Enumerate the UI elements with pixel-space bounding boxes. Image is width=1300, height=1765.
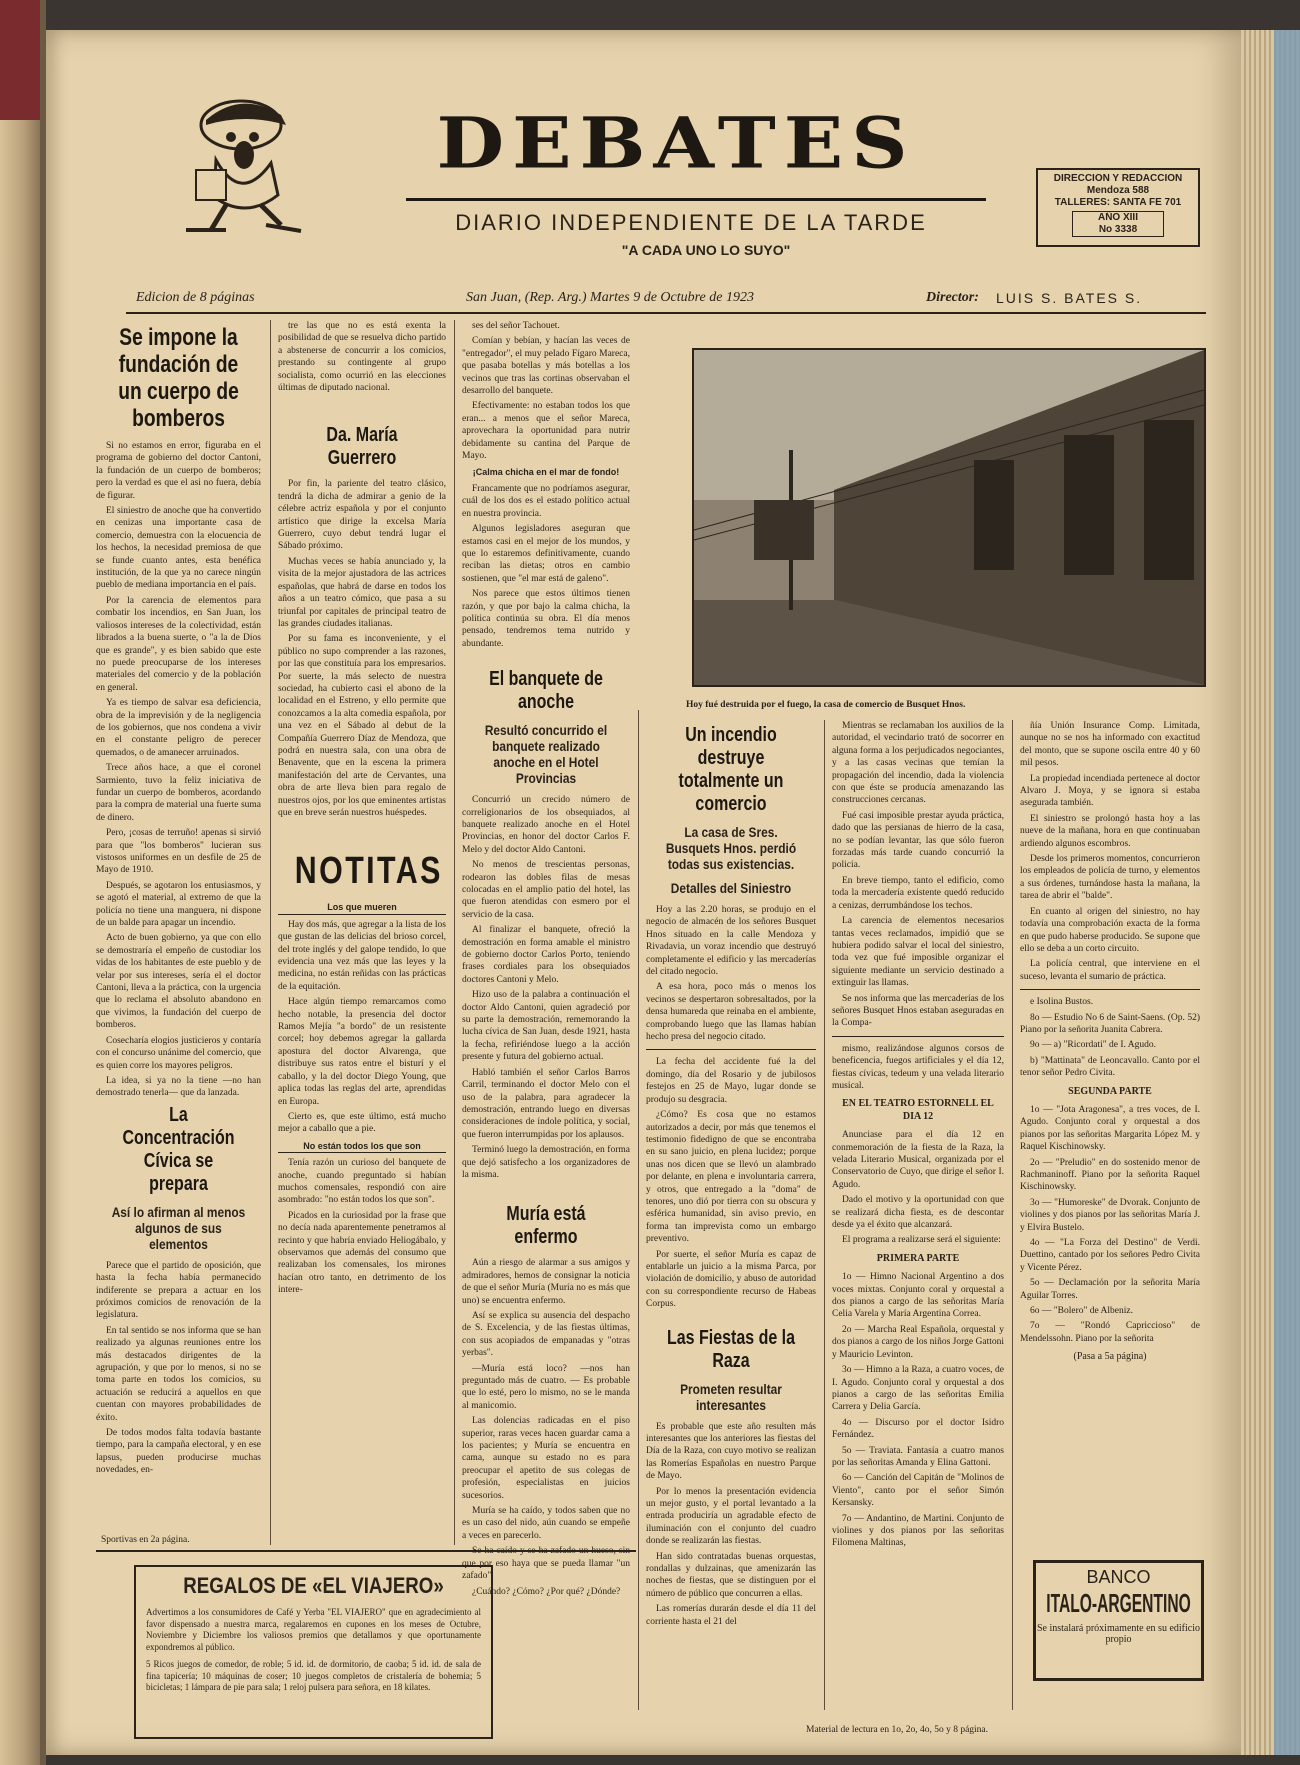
article-paragraph: Desde los primeros momentos, concurrieron los empleados de policía de turno, y elementos a sus órdenes, turnándose hasta la mañana, la tarea de abrir el "balde".: [1020, 854, 1200, 902]
dateline: [126, 288, 1206, 314]
dir-line: DIRECCION Y REDACCION: [1053, 173, 1183, 184]
column-rule: [454, 320, 455, 1545]
subhead-los-que-mueren: Los que mueren: [278, 901, 446, 914]
headline-fiestas-raza: Las Fiestas de la Raza: [666, 1326, 796, 1372]
article-paragraph: La propiedad incendiada pertenece al doctor Alvaro J. Moya, y se ignora si estaba asegurada también.: [1020, 773, 1200, 809]
article-paragraph: La carencia de elementos necesarios tantas veces reclamados, impidió que se hubiera podido salvar el local del siniestro, toda vez que fué imposible organizar el siguiente mediante un servicio destinado a extinguir las llamas.: [832, 916, 1004, 989]
article-paragraph: Por fin, la pariente del teatro clásico, tendrá la dicha de admirar a genio de la célebre actriz española y por el conjunto artístico que dirige la excelsa María Guerrero, cuyo debut tendrá lugar el Sábado próximo.: [278, 479, 446, 552]
headline-bomberos: Se impone la fundación de un cuerpo de bomberos: [118, 324, 239, 432]
program-item: 9o — a) "Ricordati" de I. Agudo.: [1030, 1040, 1156, 1051]
column-3: [462, 320, 630, 1700]
regalos-text: Advertimos a los consumidores de Café y Yerba "EL VIAJERO" que en agradecimiento al favor dispensado a nuestra marca, regalaremos en cupones en los meses de Octubre, Noviembre y Diciembre los valiosos premios que detallamos y que oportunamente expondremos al público.: [146, 1607, 481, 1652]
program-item: 4o — Discurso por el doctor Isidro Fernández.: [832, 1417, 1004, 1441]
program-item: b) "Mattinata" de Leoncavallo. Canto por el tenor señor Pedro Civita.: [1020, 1055, 1200, 1079]
headline-banquete: El banquete de anoche: [489, 668, 603, 714]
article-paragraph: Por la carencia de elementos para combatir los incendios, en San Juan, los valiosos intereses de la colectividad, están librados a la buena suerte, o "a la de Dios que es grande", y es bien sabido que este no puede preocuparse de los intereses materiales del comercio y de la población en general.: [96, 595, 261, 693]
program-item: 6o — "Bolero" de Albeniz.: [1030, 1306, 1134, 1317]
section-teatro-estornell: EN EL TEATRO ESTORNELL EL DIA 12: [842, 1098, 994, 1122]
article-paragraph: Fué casi imposible prestar ayuda práctica, dado que las persianas de hierro de la casa, no se podían levantar, las que sólo fueron forzadas más tarde cuando concurrió la policía.: [832, 810, 1004, 871]
section-rule: [1020, 989, 1200, 990]
article-paragraph: Picados en la curiosidad por la frase que no decía nada aparentemente penetramos al recinto y que habría enviado Heliogábalo, y observamos que además del consumo que realizaban los comensales, los mirones hacían otro tanto, en detrimento de los intere-: [278, 1210, 446, 1296]
article-paragraph: tre las que no es está exenta la posibilidad de que se resuelva dicho partido a abstenerse de concurrir a los comicios, prestando su contingente al grupo socialista, como ocurrió en las elecciones últimas de diputado nacional.: [278, 321, 446, 394]
issue-date: San Juan, (Rep. Arg.) Martes 9 de Octubre de 1923: [466, 290, 754, 305]
column-rule: [638, 710, 639, 1710]
article-paragraph: La policía central, que interviene en el suceso, levanta el sumario de práctica.: [1020, 959, 1200, 982]
article-paragraph: Se nos informa que las mercaderías de los señores Busquet Hnos estaban aseguradas en la Compa-: [832, 993, 1004, 1029]
program-primera-parte: PRIMERA PARTE: [876, 1252, 960, 1264]
article-paragraph: Así se explica su ausencia del despacho de S. Excelencia, y de las fiestas últimas, con sus acopiados de empanadas y "otras yerbas".: [462, 1310, 630, 1359]
article-paragraph: ñía Unión Insurance Comp. Limitada, aunque no se nos ha informado con exactitud del monto, que se supone oscila entre 40 y 60 mil pesos.: [1020, 721, 1200, 769]
banco-line2: ITALO-ARGENTINO: [1046, 1588, 1191, 1618]
article-paragraph: Aún a riesgo de alarmar a sus amigos y admiradores, hemos de consignar la noticia de que el señor Muría (Muría no es más que uno) se encuentra enfermo.: [462, 1258, 630, 1306]
article-paragraph: Pero, ¡cosas de terruño! apenas si sirvió para que "los bomberos" lucieran sus vistosos uniformes en un desfile de 25 de Mayo de 1910.: [96, 828, 261, 876]
article-paragraph: Hizo uso de la palabra a continuación el doctor Aldo Cantoni, quien agradeció por su parte la demostración, rememorando la lucha cívica de San Juan, desde 1921, hasta la fecha, refiriéndose luego a la acción presente y futura del gobierno actual.: [462, 990, 630, 1063]
article-paragraph: ses del señor Tachouet.: [472, 321, 560, 331]
article-paragraph: El programa a realizarse será el siguiente:: [842, 1235, 1001, 1246]
article-paragraph: Al finalizar el banquete, ofreció la demostración en forma amable el ministro de gobierno doctor Carlos Porto, teniendo frases cordiales para los obsequiados doctores Cantoni y Melo.: [462, 925, 630, 985]
column-4: [646, 720, 816, 1710]
program-item: 7o — "Rondó Capriccioso" de Mendelssohn. Piano por la señorita: [1020, 1321, 1200, 1344]
program-item: 4o — "La Forza del Destino" de Verdi. Duettino, cantado por los señores Pedro Civita y Vicente Pérez.: [1020, 1238, 1200, 1273]
program-item: 3o — "Humoreske" de Dvorak. Conjunto de violines y dos pianos por las señoritas María J. y Elvira Bustelo.: [1020, 1197, 1200, 1233]
article-paragraph: La fecha del accidente fué la del domingo, día del Rosario y de jubilosos festejos en 25 de Mayo, lugar donde se produjo su desgracia.: [646, 1057, 816, 1105]
dir-line: TALLERES: SANTA FE 701: [1054, 197, 1182, 208]
article-paragraph: Han sido contratadas buenas orquestas, rondallas y dulzainas, que amenizarán las noches de fiestas, que se distinguen por el número de público que concurren a ellas.: [646, 1551, 816, 1599]
article-paragraph: Hay dos más, que agregar a la lista de los que gustan de las delicias del brioso corcel, del trote inglés y del galope tendido, lo que evidencia una vez más que las leyes y la medicina, no están reñidas con las prácticas de la equitación.: [278, 919, 446, 992]
article-paragraph: Cierto es, que este último, está mucho mejor a caballo que a pie.: [278, 1111, 446, 1135]
article-paragraph: Habló también el señor Carlos Barros Carril, terminando el doctor Melo con el uso de la palabra, para agradecer la demostración, entrando luego en diversas consideraciones de índole política, y social, que fueron interrumpidas por los aplausos.: [462, 1067, 630, 1140]
column-6: [1020, 720, 1200, 1555]
article-paragraph: Hoy a las 2.20 horas, se produjo en el negocio de almacén de los señores Busquet Hnos situado en la calle Mendoza y Rivadavia, un voraz incendio que destruyó completamente el edificio y las mercaderías del citado negocio.: [646, 905, 816, 978]
program-item: 7o — Andantino, de Martini. Conjunto de violines y dos pianos por las señoritas Filomena Maltinas,: [832, 1513, 1004, 1549]
dir-line: Mendoza 588: [1086, 185, 1150, 196]
program-item: 2o — Marcha Real Española, orquestal y dos pianos a cargo de los niños Jorge Gattoni y Mauricio Levinton.: [832, 1324, 1004, 1360]
regalos-headline: REGALOS DE «EL VIAJERO»: [183, 1573, 444, 1598]
page-edges: [1241, 30, 1300, 1755]
subhead-concentracion: Así lo afirman al menos algunos de sus elementos: [111, 1203, 246, 1252]
regalos-el-viajero-ad: [134, 1565, 493, 1739]
column-2: [278, 320, 446, 1545]
article-paragraph: —Muría está loco? —nos han preguntado más de cuatro. — Es probable que lo esté, pero lo mismo, no se le manda al manicomio.: [462, 1363, 630, 1411]
article-paragraph: Algunos legisladores aseguran que estamos casi en el mejor de los mundos, y que lo estaremos definitivamente, cuando reciban las dietas; otros en cambio sostienen, que "el mar está de galeno".: [462, 524, 630, 584]
edition-note: Edicion de 8 páginas: [136, 290, 255, 305]
subhead-banquete: Resultó concurrido el banquete realizado anoche en el Hotel Provincias: [484, 722, 608, 787]
article-paragraph: Hace algún tiempo remarcamos como hecho notable, la presencia del doctor Ramos Mejía "a bordo" de un resistente corcel; hoy debemos agregar la gallarda apostura del doctor Alvarenga, que distribuye sus ratos entre el bisturí y el caballo, y la del doctor Diego Young, que aplica todas las reglas del arte, aprendidas en Europa.: [278, 997, 446, 1107]
article-paragraph: Muchas veces se había anunciado y, la visita de la mejor ajustadora de las actrices españolas, que habrá de darse en todos los años a un teatro cómico, que pasa a su triunfal por capitales de principal teatro de las grandes ciudades italianas.: [278, 556, 446, 629]
director-name: LUIS S. BATES S.: [996, 290, 1143, 306]
article-paragraph: Las dolencias radicadas en el piso superior, raras veces hacen guardar cama a los pacientes; y Muría se encuentra en cama, aunque su estado no es para preocupar el apetito de sus colegas de profesión, especialistas en juicios sucesorios.: [462, 1416, 630, 1501]
program-item: 8o — Estudio No 6 de Saint-Saens. (Op. 52) Piano por la señorita Juanita Cabrera.: [1020, 1012, 1200, 1035]
article-paragraph: Nos parece que estos últimos tienen razón, y que por bajo la calma chicha, la política continúa su obra. El día menos pensado, tendremos tema nutrido y abundante.: [462, 589, 630, 649]
continued-note: (Pasa a 5a página): [1073, 1351, 1147, 1363]
article-paragraph: A esa hora, poco más o menos los vecinos se despertaron sobresaltados, por la densa humareda que reinaba en el ambiente, comprobando luego que las llamas habían hecho presa del negocio citado.: [646, 982, 816, 1043]
article-paragraph: En cuanto al origen del siniestro, no hay todavía una comprobación exacta de la forma en que pudo haberse producido. Se supone que ello se deba a un corto circuito.: [1020, 906, 1200, 954]
article-paragraph: El siniestro de anoche que ha convertido en cenizas una importante casa de comercio, demuestra con la elocuencia de los hechos, la necesidad premiosa de que se funde cuanto antes, esta benéfica institución, de la que ya no carece ningún pueblo de mediana importancia en el país.: [96, 506, 261, 591]
headline-notitas: NOTITAS: [294, 850, 443, 893]
headline-concentracion: La Concentración Cívica se prepara: [122, 1103, 235, 1195]
column-rule: [824, 720, 825, 1710]
program-item: 1o — "Jota Aragonesa", a tres voces, de I. Agudo. Conjunto coral y orquestal a dos pianos por las señoritas Margarita López M. y Raquel Kischinowsky.: [1020, 1104, 1200, 1153]
program-item: e Isolina Bustos.: [1030, 997, 1094, 1008]
sportivas-note: Sportivas en 2a página.: [101, 1535, 190, 1545]
program-item: 5o — Declamación por la señorita María Aguilar Torres.: [1020, 1278, 1200, 1301]
headline-incendio: Un incendio destruye totalmente un comercio: [678, 724, 784, 815]
article-paragraph: Por suerte, el señor Muría es capaz de entablarle un juicio a la misma Parca, por violación de domicilio, y abuso de autoridad con su correspondiente recurso de Habeas Corpus.: [646, 1249, 816, 1310]
book-binding: [0, 0, 40, 1765]
article-paragraph: Por su fama es inconveniente, y el público no supo comprender a las razones, por las que constituía para los empresarios. Por suerte, la más selecto de nuestra sociedad, ha cubierto casi el abono de la localidad en el Estreno, y ello permite que conozcamos a la alta comedia española, por una vez en el Sábado al debut de la Compañía Guerrero Díaz de Mendoza, que podrá en nuestra sala, con una obra de Benavente, que en la escena la primera manifestación del arte de Cervantes, una obra de arte lleva bien para regalo de nuestros ojos, por los que eminentes artistas que en breve serán nuestros huéspedes.: [278, 634, 446, 818]
article-paragraph: Concurrió un crecido número de correligionarios de los obsequiados, al banquete realizado anoche en el Hotel Provincias, en honor del doctor Carlos F. Melo y del doctor Aldo Cantoni.: [462, 795, 630, 855]
article-paragraph: Muría se ha caído, y todos saben que no es un caso del nido, aún cuando se empeñe a veces en parecerlo.: [462, 1506, 630, 1541]
article-paragraph: De todos modos falta todavía bastante tiempo, para la campaña electoral, y en ese lapsus, pueden producirse muchas novedades, en-: [96, 1428, 261, 1476]
article-paragraph: No menos de trescientas personas, rodearon las dobles filas de mesas colocadas en el amplio patio del hotel, las que fueron atendidas con esmero por el servicio de la casa.: [462, 860, 630, 920]
article-paragraph: En breve tiempo, tanto el edificio, como toda la mercadería existente quedó reducido a cenizas, derrumbándose los techos.: [832, 875, 1004, 911]
issue-box: [1072, 211, 1164, 237]
column-rule: [1012, 720, 1013, 1710]
column-1: [96, 320, 261, 1545]
direction-box: [1036, 168, 1200, 247]
fire-building-photo: [692, 348, 1206, 687]
newspaper-page: [46, 30, 1241, 1755]
masthead-subtitle: DIARIO INDEPENDIENTE DE LA TARDE: [455, 210, 927, 235]
article-paragraph: Por lo menos la presentación evidencia un mejor gusto, y el portal levantado a la entrada produciría un agradable efecto de iluminación con el conjunto del cuadro donde se realizarán las fiestas.: [646, 1486, 816, 1547]
banco-line1: BANCO: [1086, 1567, 1151, 1587]
article-paragraph: Francamente que no podríamos asegurar, cuál de los dos es el estado político actual en nuestra provincia.: [462, 483, 630, 519]
binding-red-cloth: [0, 0, 40, 120]
dir-line: AÑO XIII: [1097, 212, 1138, 223]
headline-muria: Muría está enfermo: [506, 1203, 586, 1249]
headline-maria-guerrero: Da. María Guerrero: [326, 424, 398, 470]
program-item: 5o — Traviata. Fantasía a cuatro manos por las señoritas Amanda y Elina Gattoni.: [832, 1445, 1004, 1468]
article-paragraph: ¿Cuándo? ¿Cómo? ¿Por qué? ¿Dónde?: [472, 1586, 621, 1597]
article-paragraph: Parece que el partido de oposición, que hasta la fecha había permanecido indiferente se prepara a actuar en los próximos comicios de renovación de la legislatura.: [96, 1260, 261, 1321]
article-paragraph: Mientras se reclamaban los auxilios de la autoridad, el vecindario trató de socorrer en alguna forma a los perjudicados negociantes, y a las casas vecinas que temían la propagación del incendio, dada la violencia con que éste se producía amenazando las construcciones cercanas.: [832, 721, 1004, 806]
article-paragraph: que por eso haya que se pueda llamar "un zafado".: [462, 1558, 630, 1582]
banco-line3: Se instalará próximamente en su edificio propio: [1036, 1623, 1200, 1645]
program-item: 1o — Himno Nacional Argentino a dos voces mixtas. Conjunto coral y orquestal a dos pianos a cargo de las señoritas María Celia Varela y María Argentina Correa.: [832, 1272, 1004, 1320]
article-paragraph: En tal sentido se nos informa que se han realizado ya algunas reuniones entre los más destacados dirigentes de la agrupación, y que por lo menos, si no se toma parte en todos los comicios, su actuación se reducirá a aquellos en que cuentan con mayores probabilidades de éxito.: [96, 1325, 261, 1423]
article-paragraph: Las romerías durarán desde el día 11 del corriente hasta el 21 del: [646, 1604, 816, 1627]
article-paragraph: Terminó luego la demostración, en forma que dejó satisfecho a los organizadores de la misma.: [462, 1145, 630, 1180]
subhead-detalles: Detalles del Siniestro: [670, 880, 792, 896]
subhead-incendio: La casa de Sres. Busquets Hnos. perdió todas sus existencias.: [665, 824, 797, 872]
director-label: Director:: [926, 290, 979, 305]
article-paragraph: La idea, si ya no la tiene —no han demostrado tenerla— que da lanzada.: [96, 1075, 261, 1099]
section-rule: [832, 1036, 1004, 1037]
section-rule: [646, 1049, 816, 1050]
article-paragraph: Es probable que este año resulten más interesantes que los anteriores las fiestas del Día de la Raza, con cuyo motivo se realizan las Romerías Españolas en nuestro Parque de Mayo.: [646, 1421, 816, 1482]
column-5: [832, 720, 1004, 1710]
article-paragraph: Comían y bebían, y hacían las veces de "entregador", el muy pelado Fígaro Mareca, que pasaba botellas y más botellas a los vecinos que tras las cortinas observaban el desarrollo del banquete.: [462, 336, 630, 397]
dir-line: No 3338: [1098, 224, 1138, 235]
article-paragraph: Trece años hace, a que el coronel Sarmiento, tuvo la feliz iniciativa de fundar un cuerpo de bomberos, acordando para la compra de material una fuerte suma de dinero.: [96, 763, 261, 823]
article-paragraph: Efectivamente: no estaban todos los que eran... a menos que el señor Mareca, aprovechara la oportunidad para nutrir debidamente su cantina del Parque de Mayo.: [462, 401, 630, 462]
article-paragraph: Ya es tiempo de salvar esa deficiencia, obra de la imprevisión y de la negligencia de los gobiernos, que nos condena a vivir en el constante peligro de perecer quemados, o de amanecer arruinados.: [96, 698, 261, 758]
article-paragraph: ¿Cómo? Es cosa que no estamos autorizados a decir, por más que tenemos el testimonio fidedigno de que se encontraba en su sano juicio, en plena lucidez; porque unas nos dicen que se llevó un alambrado por delante, en plena e involuntaria carrera, y otros, que entregado a la "doma" de tenores, uno dió por tierra con su obscura y esférica humanidad, sin aviso previo, en forma tan imprevista como un embargo preventivo.: [646, 1110, 816, 1245]
subhead-calma-chicha: ¡Calma chicha en el mar de fondo!: [472, 467, 620, 478]
article-paragraph: Acto de buen gobierno, ya que con ello se demostraría el empeño de custodiar los vidas de los habitantes de este pueblo y de velar por sus intereses, sería el el doctor Cantoni, lleva a la práctica, con la urgencia que lo reclama el absoluto abandono en que vivimos, la fundación del cuerpo de bomberos.: [96, 933, 261, 1031]
column-rule: [270, 320, 271, 1545]
blue-cover: [1274, 30, 1300, 1755]
masthead-rule: [406, 198, 986, 201]
article-paragraph: Cosecharía elogios justicieros y contaría con el concurso unánime del comercio, que es quien corre los mayores peligros.: [96, 1035, 261, 1071]
program-item: 2o — "Preludio" en do sostenido menor de Rachmaninoff. Piano por la señorita Raquel Kischinowsky.: [1020, 1157, 1200, 1193]
footer-note: Material de lectura en 1o, 2o, 4o, 5o y 8 página.: [806, 1725, 989, 1735]
article-paragraph: mismo, realizándose algunos corsos de beneficencia, fuegos artificiales y el día 12, fiestas cívicas, tedeum y una velada literario musical.: [832, 1043, 1004, 1091]
article-paragraph: Si no estamos en error, figuraba en el programa de gobierno del doctor Cantoni, la fundación de un cuerpo de bomberos; pero la verdad es que el asi no fuera, debía de figurar.: [96, 441, 261, 501]
program-segunda-parte: SEGUNDA PARTE: [1068, 1085, 1152, 1097]
subhead-no-estan-todos: No están todos los que son: [278, 1140, 446, 1153]
program-item: 6o — Canción del Capitán de "Molinos de Viento", canto por el señor Simón Kersansky.: [832, 1473, 1004, 1509]
article-paragraph: Tenía razón un curioso del banquete de anoche, cuando preguntado si habían muchos comensales, respondió con aire asombrado: "no están todos los que son".: [278, 1158, 446, 1206]
banco-italo-argentino-ad: [1033, 1560, 1204, 1681]
masthead-title: DEBATES: [436, 102, 916, 185]
regalos-prizes: 5 Ricos juegos de comedor, de roble; 5 id. id. de dormitorio, de caoba; 5 id. id. de sala de fina tapicería; 10 máquinas de coser; 10 juegos completos de cristalería de bohemia; 5 bicicletas; 1 lámpara de pie para sala; 1 reloj pulsera para señora, en 18 kilates.: [146, 1659, 481, 1692]
program-item: 3o — Himno a la Raza, a cuatro voces, de I. Agudo. Conjunto coral y orquestal a dos pianos a cargo de las señoritas Emilia Carrera y Delia García.: [832, 1365, 1004, 1413]
newsboy-mascot-illustration: [166, 85, 306, 235]
masthead-motto: "A CADA UNO LO SUYO": [621, 242, 791, 258]
section-rule: [96, 1550, 636, 1552]
article-paragraph: Anunciase para el día 12 en conmemoración de la fiesta de la Raza, la velada Literario Musical, organizada por el Conservatorio de Cuyo, que dirige el señor I. Agudo.: [832, 1130, 1004, 1190]
photo-caption: Hoy fué destruida por el fuego, la casa de comercio de Busquet Hnos.: [686, 700, 966, 710]
article-paragraph: Dado el motivo y la oportunidad con que se realizará dicha fiesta, es de descontar desde ya el éxito que alcanzará.: [832, 1195, 1004, 1231]
subhead-fiestas-raza: Prometen resultar interesantes: [680, 1380, 782, 1413]
article-paragraph: Después, se agotaron los entusiasmos, y se agotó el material, al extremo de que la policía no tiene una manguera, ni dispone de un balde para apagar un incendio.: [96, 880, 261, 929]
article-paragraph: El siniestro se prolongó hasta hoy a las nueve de la mañana, hora en que continuaban ardiendo algunos escombros.: [1020, 813, 1200, 849]
